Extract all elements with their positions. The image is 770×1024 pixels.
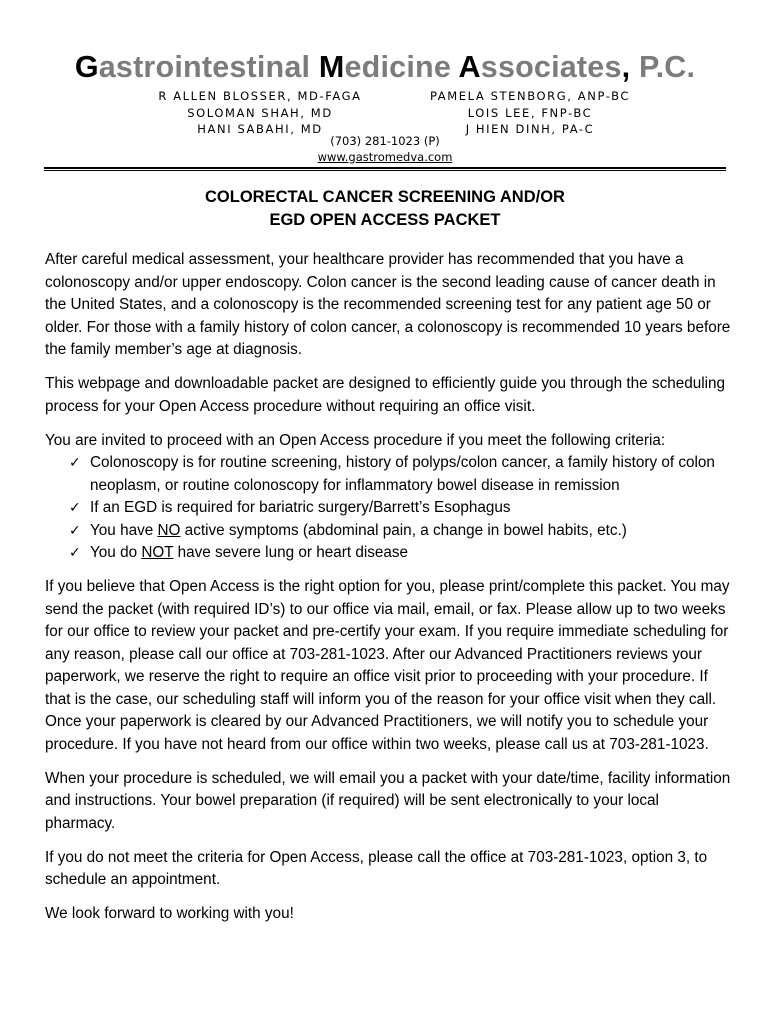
criteria-text: If an EGD is required for bariatric surgery/Barrett’s Esophagus xyxy=(90,499,511,516)
provider-name: J HIEN DINH, PA-C xyxy=(465,122,595,136)
closing-paragraph: We look forward to working with you! xyxy=(45,905,294,922)
provider-name: PAMELA STENBORG, ANP-BC xyxy=(429,89,630,103)
criteria-emphasis: NOT xyxy=(141,544,174,561)
purpose-paragraph: This webpage and downloadable packet are designed to efficiently guide you through the scheduling process for your Open Access procedure without requiring an office visit. xyxy=(45,375,726,415)
phone-number: (703) 281-1023 (P) xyxy=(330,134,440,148)
document-body xyxy=(45,249,731,937)
criteria-item xyxy=(45,497,731,520)
checkmark-icon: ✓ xyxy=(69,500,81,516)
criteria-text: have severe lung or heart disease xyxy=(173,544,409,561)
provider-name: LOIS LEE, FNP-BC xyxy=(467,105,593,120)
checkmark-icon: ✓ xyxy=(69,455,81,471)
title-initial-m: M xyxy=(318,50,345,84)
provider-name: HANI SABAHI, MD xyxy=(197,122,323,136)
criteria-list xyxy=(45,452,731,565)
website-link[interactable]: www.gastromedva.com xyxy=(317,149,453,164)
intro-paragraph: After careful medical assessment, your healthcare provider has recommended that you have a colonoscopy and/or upper endoscopy. Colon cancer is the second leading cause of cancer death in the United States, and a colonoscopy is the recommended screening test for any patient age 50 or older. For those with a family history of colon cancer, a colonoscopy is recommended 10 years before the family member’s age at diagnosis. xyxy=(45,251,731,358)
header-divider xyxy=(44,167,726,169)
alternative-paragraph: If you do not meet the criteria for Open Access, please call the office at 703-281-1023, option 3, to schedule an appointment. xyxy=(45,848,708,888)
process-paragraph: If you believe that Open Access is the right option for you, please print/complete this packet. You may send the packet (with required ID’s) to our office via mail, email, or fax. Please allow up to two weeks for our office to review your packet and pre-certify your exam. If you require immediate scheduling for any reason, please call our office at 703-281-1023. After our Advanced Practitioners reviews your paperwork, we reserve the right to require an office visit prior to proceeding with your procedure. If that is the case, our scheduling staff will inform you of the reason for your office visit when they call. Once your paperwork is cleared by our Advanced Practitioners, we will notify you to schedule your procedure. If you have not heard from our office within two weeks, please call us at 703-281-1023. xyxy=(45,578,730,753)
criteria-text: You do xyxy=(90,544,142,561)
header-divider-thin xyxy=(44,170,726,171)
document-title-line-2: EGD OPEN ACCESS PACKET xyxy=(269,211,501,229)
document-title xyxy=(0,186,770,232)
title-word-1: astrointestinal xyxy=(98,50,319,84)
criteria-item xyxy=(45,520,731,543)
title-comma: , xyxy=(621,50,631,84)
criteria-item xyxy=(45,452,731,497)
practice-name xyxy=(0,50,770,85)
criteria-text: You have xyxy=(90,521,158,539)
contact-block xyxy=(0,134,770,165)
criteria-text: active symptoms (abdominal pain, a change in bowel habits, etc.) xyxy=(180,521,627,539)
provider-name: R ALLEN BLOSSER, MD-FAGA xyxy=(158,89,362,103)
criteria-emphasis: NO xyxy=(157,521,181,539)
title-word-2: edicine xyxy=(344,50,459,84)
title-initial-a: A xyxy=(458,50,481,84)
criteria-intro: You are invited to proceed with an Open Access procedure if you meet the following criteria: xyxy=(45,431,666,449)
criteria-text: Colonoscopy is for routine screening, history of polyps/colon cancer, a family history of colon neoplasm, or routine colonoscopy for inflammatory bowel disease in remission xyxy=(90,454,715,494)
criteria-item xyxy=(45,542,731,565)
title-initial-g: G xyxy=(74,50,99,84)
checkmark-icon: ✓ xyxy=(69,522,81,539)
providers-left xyxy=(145,88,375,138)
checkmark-icon: ✓ xyxy=(69,545,81,561)
document-title-line-1: COLORECTAL CANCER SCREENING AND/OR xyxy=(205,188,565,206)
provider-name: SOLOMAN SHAH, MD xyxy=(187,105,333,120)
title-word-3: ssociates xyxy=(480,50,622,84)
title-suffix: P.C. xyxy=(630,50,696,84)
providers-right xyxy=(420,88,640,138)
scheduling-paragraph: When your procedure is scheduled, we will email you a packet with your date/time, facility information and instructions. Your bowel preparation (if required) will be sent electronically to your local pharmacy. xyxy=(45,769,731,832)
